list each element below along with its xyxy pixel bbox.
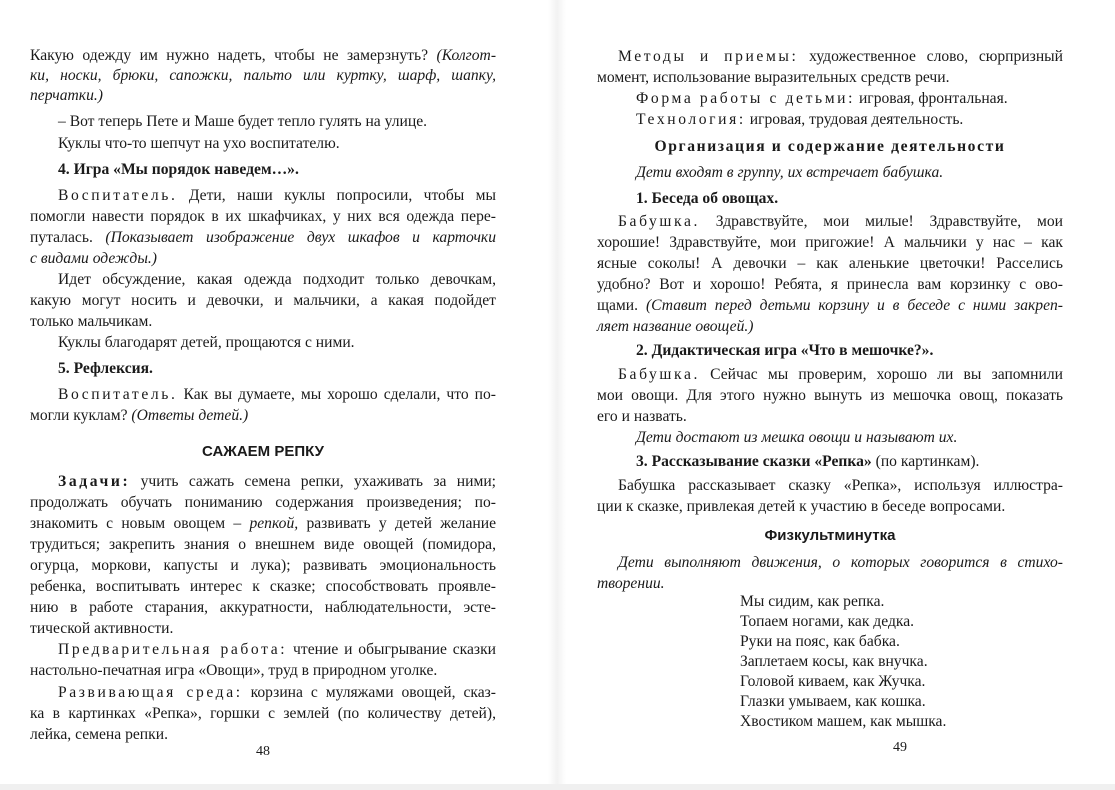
text-line: Предварительная работа: чтение и обыгрывание сказки — [58, 641, 497, 658]
text-line: огурца, моркови, капусты и лука); развивать эмоциональность — [30, 557, 496, 574]
text-line: нию в работе старания, аккуратности, наблюдательности, эсте- — [30, 599, 496, 616]
text-line: творении. — [597, 575, 665, 592]
text-line: Технология: игровая, трудовая деятельность. — [636, 111, 964, 128]
section-heading: 1. Беседа об овощах. — [636, 190, 779, 207]
text-line: Воспитатель. Как вы думаете, мы хорошо сделали, что по- — [58, 386, 496, 403]
poem-line: Хвостиком машем, как мышка. — [740, 713, 947, 730]
page-number: 49 — [893, 740, 907, 755]
text-line: Воспитатель. Дети, наши куклы попросили, чтобы мы — [58, 187, 497, 204]
text-line: Развивающая среда: корзина с муляжами овощей, сказ- — [58, 684, 496, 701]
poem-line: Мы сидим, как репка. — [740, 593, 885, 610]
text-line: Бабушка. Сейчас мы проверим, хорошо ли вы запомнили — [618, 366, 1063, 383]
text-line: помогли навести порядок в их шкафчиках, у них вся одежда пере- — [30, 208, 496, 225]
text-line: Идет обсуждение, какая одежда подходит только девочкам, — [58, 271, 496, 288]
text-line: продолжать обучать пониманию содержания произведения; по- — [30, 494, 496, 511]
bottom-edge — [0, 784, 1115, 790]
text-line: Бабушка рассказывает сказку «Репка», используя иллюстра- — [618, 477, 1063, 494]
text-line: ребенка, воспитывать интерес к сказке; способствовать проявле- — [30, 578, 496, 595]
text-line: только мальчикам. — [30, 313, 153, 330]
text-line: Куклы благодарят детей, прощаются с ними. — [58, 334, 355, 351]
text-line: ки, носки, брюки, сапожки, пальто или куртку, шарф, шапку, — [30, 67, 496, 84]
poem — [740, 592, 946, 732]
text-line: Задачи: учить сажать семена репки, ухаживать за ними; — [58, 473, 496, 490]
section-heading: 4. Игра «Мы порядок наведем…». — [58, 161, 299, 178]
lesson-title: САЖАЕМ РЕПКУ — [202, 443, 324, 460]
section-title: Физкультминутка — [764, 527, 896, 544]
poem-line: Заплетаем косы, как внучка. — [740, 653, 928, 670]
text-line: Какую одежду им нужно надеть, чтобы не замерзнуть? (Колгот- — [30, 47, 497, 64]
text-line: – Вот теперь Пете и Маше будет тепло гулять на улице. — [58, 113, 428, 130]
poem-line: Руки на пояс, как бабка. — [740, 633, 900, 650]
text-line: тической активности. — [30, 620, 174, 637]
text-line: удобно? Вот и хорошо! Ребята, я принесла вам корзинку с ово- — [597, 276, 1063, 293]
text-line: ляет название овощей.) — [597, 318, 754, 335]
text-line: знакомить с новым овощем – репкой, развивать у детей желание — [30, 515, 496, 532]
text-line: Форма работы с детьми: игровая, фронтальная. — [636, 90, 1008, 107]
text-line: Дети входят в группу, их встречает бабушка. — [636, 164, 944, 181]
page-number: 48 — [256, 744, 270, 759]
section-heading: 3. Рассказывание сказки «Репка» (по картинкам). — [636, 453, 980, 470]
text-line: хорошие! Здравствуйте, мои пригожие! А мальчики у нас – как — [597, 234, 1063, 251]
text-line: Дети выполняют движения, о которых говорится в стихо- — [618, 554, 1063, 571]
text-line: трудиться; закрепить знания о внешнем виде овощей (помидора, — [30, 536, 496, 553]
text-line: Методы и приемы: художественное слово, сюрпризный — [618, 48, 1063, 65]
poem-line: Глазки умываем, как кошка. — [740, 693, 926, 710]
text-line: Куклы что-то шепчут на ухо воспитателю. — [58, 135, 340, 152]
text-line: Дети достают из мешка овощи и называют их. — [636, 429, 958, 446]
text-line: какую могут носить и девочки, и мальчики, а какая подойдет — [30, 292, 496, 309]
text-line: момент, использование выразительных средств речи. — [597, 69, 950, 86]
text-line: настольно-печатная игра «Овощи», труд в природном уголке. — [30, 662, 438, 679]
text-line: Бабушка. Здравствуйте, мои милые! Здравствуйте, мои — [618, 213, 1063, 230]
text-line: путалась. (Показывает изображение двух шкафов и карточки — [30, 229, 496, 246]
text-line: ясные соколы! А девочки – как аленькие цветочки! Расселись — [597, 255, 1063, 272]
section-title: Организация и содержание деятельности — [654, 138, 1006, 155]
text-line: с видами одежды.) — [30, 250, 157, 267]
poem-line: Топаем ногами, как дедка. — [740, 613, 915, 630]
text-line: мои овощи. Для этого нужно вынуть из мешочка овощ, показать — [597, 387, 1063, 404]
text-line: его и назвать. — [597, 408, 687, 425]
section-heading: 2. Дидактическая игра «Что в мешочке?». — [636, 342, 934, 359]
poem-line: Головой киваем, как Жучка. — [740, 673, 926, 690]
text-line: перчатки.) — [30, 87, 103, 104]
right-page — [557, 0, 1115, 790]
text-line: ции к сказке, привлекая детей к участию в беседе вопросами. — [597, 498, 1006, 515]
section-heading: 5. Рефлексия. — [58, 360, 153, 377]
text-line: могли куклам? (Ответы детей.) — [30, 407, 249, 424]
text-line: щами. (Ставит перед детьми корзину и в беседе с ними закреп- — [597, 297, 1063, 314]
text-line: лейка, семена репки. — [30, 726, 168, 743]
text-line: ка в картинках «Репка», горшки с землей (по количеству детей), — [30, 705, 496, 722]
left-page — [0, 0, 557, 790]
